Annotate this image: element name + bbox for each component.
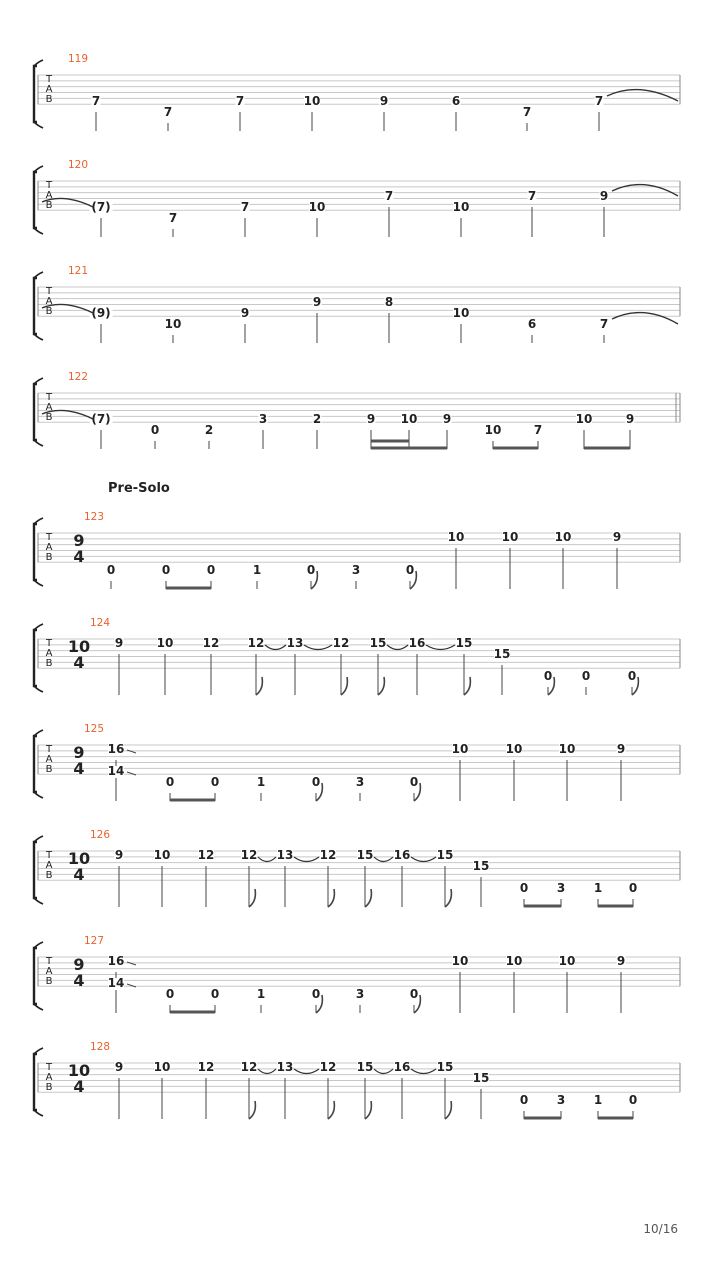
fret-number: 10 (400, 412, 418, 426)
measure-number: 119 (68, 53, 89, 65)
fret-number: 13 (286, 636, 304, 650)
fret-number: 16 (408, 636, 426, 650)
fret-number: 15 (436, 848, 454, 862)
fret-number: 0 (405, 563, 415, 577)
fret-number: 12 (202, 636, 220, 650)
system-bracket (34, 278, 37, 334)
tab-clef-letter: B (45, 552, 53, 563)
tab-clef-letter: T (45, 180, 53, 191)
fret-number: (7) (91, 200, 111, 214)
legato-arc (304, 645, 332, 650)
legato-arc (294, 1069, 319, 1074)
fret-number: 6 (527, 317, 537, 331)
fret-number: 0 (165, 987, 175, 1001)
fret-number: 3 (355, 775, 365, 789)
fret-number: 9 (612, 530, 622, 544)
tab-clef-letter: B (45, 976, 53, 987)
fret-number: 15 (455, 636, 473, 650)
fret-number: 9 (114, 636, 124, 650)
fret-number: 7 (240, 200, 250, 214)
tab-clef-letter: B (45, 412, 53, 423)
tab-clef-letter: B (45, 870, 53, 881)
fret-number: 10 (558, 954, 576, 968)
tab-clef-letter: A (45, 296, 53, 307)
tab-clef-letter: T (45, 532, 53, 543)
time-signature-bottom: 4 (73, 653, 85, 672)
tab-system-125 (34, 723, 680, 801)
eighth-flag (328, 1101, 334, 1119)
fret-number: 14 (107, 976, 125, 990)
fret-number: 0 (106, 563, 116, 577)
tab-system-122 (34, 371, 680, 449)
fret-number: 16 (393, 848, 411, 862)
fret-number: 15 (369, 636, 387, 650)
fret-number: 9 (114, 1060, 124, 1074)
measure-number: 127 (84, 935, 105, 947)
fret-number: 1 (593, 1093, 603, 1107)
fret-number: 7 (384, 189, 394, 203)
system-bracket (34, 948, 37, 1004)
fret-number: 3 (556, 881, 566, 895)
fret-number: 16 (393, 1060, 411, 1074)
fret-number: 10 (451, 954, 469, 968)
fret-number: 14 (107, 764, 125, 778)
fret-number: 0 (206, 563, 216, 577)
fret-number: 15 (436, 1060, 454, 1074)
fret-number: 9 (625, 412, 635, 426)
fret-number: 7 (91, 94, 101, 108)
fret-number: 7 (522, 105, 532, 119)
tab-clef-letter: B (45, 764, 53, 775)
fret-number: 7 (168, 211, 178, 225)
tab-clef-letter: A (45, 860, 53, 871)
fret-number: 15 (356, 1060, 374, 1074)
fret-number: 10 (558, 742, 576, 756)
tab-system-126 (34, 829, 680, 907)
tie-arc (612, 185, 678, 196)
fret-number: 10 (484, 423, 502, 437)
legato-arc (258, 857, 276, 862)
legato-arc (411, 1069, 436, 1074)
fret-number: 9 (616, 742, 626, 756)
fret-number: 2 (204, 423, 214, 437)
fret-number: 0 (628, 1093, 638, 1107)
legato-arc (258, 1069, 276, 1074)
tab-system-119 (34, 53, 680, 131)
tab-clef-letter: A (45, 1072, 53, 1083)
fret-number: 12 (197, 848, 215, 862)
fret-number: 3 (556, 1093, 566, 1107)
fret-number: 10 (554, 530, 572, 544)
fret-number: 10 (164, 317, 182, 331)
fret-number: 3 (258, 412, 268, 426)
fret-number: 0 (210, 987, 220, 1001)
fret-number: 10 (501, 530, 519, 544)
measure-number: 126 (90, 829, 111, 841)
fret-number: 7 (594, 94, 604, 108)
fret-number: 12 (247, 636, 265, 650)
tab-clef-letter: A (45, 84, 53, 95)
time-signature-top: 10 (67, 849, 91, 868)
fret-number: 12 (319, 848, 337, 862)
legato-arc (411, 857, 436, 862)
measure-number: 120 (68, 159, 89, 171)
fret-number: 15 (472, 859, 490, 873)
fret-number: 10 (153, 848, 171, 862)
fret-number: 0 (165, 775, 175, 789)
page-number: 10/16 (643, 1222, 678, 1236)
fret-number: 9 (312, 295, 322, 309)
tab-clef-letter: B (45, 306, 53, 317)
fret-number: 6 (451, 94, 461, 108)
tab-clef-letter: T (45, 1062, 53, 1073)
fret-number: 0 (627, 669, 637, 683)
tab-clef-letter: A (45, 402, 53, 413)
fret-number: 0 (311, 775, 321, 789)
fret-number: 12 (240, 1060, 258, 1074)
tab-clef-letter: T (45, 392, 53, 403)
fret-number: 16 (107, 954, 125, 968)
legato-arc (387, 645, 408, 650)
tie-arc (612, 313, 678, 324)
fret-number: 0 (150, 423, 160, 437)
tab-clef-letter: B (45, 1082, 53, 1093)
tab-clef-letter: A (45, 966, 53, 977)
fret-number: 12 (197, 1060, 215, 1074)
fret-number: 13 (276, 1060, 294, 1074)
time-signature-bottom: 4 (73, 1077, 85, 1096)
fret-number: 2 (312, 412, 322, 426)
time-signature-top: 10 (67, 1061, 91, 1080)
tab-clef-letter: T (45, 956, 53, 967)
eighth-flag (249, 1101, 255, 1119)
tab-clef-letter: A (45, 648, 53, 659)
measure-number: 124 (90, 617, 111, 629)
tab-clef-letter: A (45, 542, 53, 553)
fret-number: (9) (91, 306, 111, 320)
eighth-flag (445, 889, 451, 907)
fret-number: 10 (451, 742, 469, 756)
system-bracket (34, 630, 37, 686)
time-signature-top: 9 (73, 531, 85, 550)
fret-number: 10 (452, 306, 470, 320)
tab-clef-letter: B (45, 200, 53, 211)
system-bracket (34, 1054, 37, 1110)
fret-number: 0 (311, 987, 321, 1001)
legato-arc (294, 857, 319, 862)
tab-system-124 (34, 617, 680, 695)
fret-number: 3 (355, 987, 365, 1001)
fret-number: 8 (384, 295, 394, 309)
system-bracket (34, 524, 37, 580)
time-signature-bottom: 4 (73, 971, 85, 990)
fret-number: 10 (505, 742, 523, 756)
fret-number: 1 (252, 563, 262, 577)
time-signature-bottom: 4 (73, 759, 85, 778)
fret-number: 7 (527, 189, 537, 203)
system-bracket (34, 736, 37, 792)
fret-number: 1 (593, 881, 603, 895)
tab-system-123 (34, 511, 680, 589)
fret-number: 7 (533, 423, 543, 437)
eighth-flag (445, 1101, 451, 1119)
fret-number: 0 (409, 775, 419, 789)
tab-clef-letter: T (45, 638, 53, 649)
fret-number: 1 (256, 775, 266, 789)
fret-number: 10 (452, 200, 470, 214)
measure-number: 123 (84, 511, 105, 523)
fret-number: 9 (442, 412, 452, 426)
legato-arc (265, 645, 286, 650)
system-bracket (34, 172, 37, 228)
tab-clef-letter: T (45, 850, 53, 861)
system-bracket (34, 842, 37, 898)
section-label: Pre-Solo (108, 481, 170, 496)
fret-number: 13 (276, 848, 294, 862)
measure-number: 122 (68, 371, 89, 383)
fret-number: 0 (519, 1093, 529, 1107)
tab-system-120 (34, 159, 680, 237)
tab-clef-letter: B (45, 94, 53, 105)
legato-arc (374, 1069, 393, 1074)
fret-number: 7 (163, 105, 173, 119)
fret-number: 0 (628, 881, 638, 895)
measure-number: 128 (90, 1041, 111, 1053)
fret-number: 0 (210, 775, 220, 789)
eighth-flag (328, 889, 334, 907)
eighth-flag (365, 1101, 371, 1119)
fret-number: 0 (543, 669, 553, 683)
fret-number: 3 (351, 563, 361, 577)
legato-arc (374, 857, 393, 862)
fret-number: 9 (379, 94, 389, 108)
fret-number: 7 (599, 317, 609, 331)
measure-number: 125 (84, 723, 105, 735)
fret-number: 9 (114, 848, 124, 862)
fret-number: 9 (366, 412, 376, 426)
fret-number: 9 (240, 306, 250, 320)
eighth-flag (365, 889, 371, 907)
fret-number: 9 (616, 954, 626, 968)
fret-number: 7 (235, 94, 245, 108)
tie-arc (607, 90, 678, 101)
fret-number: 0 (581, 669, 591, 683)
fret-number: 10 (447, 530, 465, 544)
fret-number: 10 (505, 954, 523, 968)
time-signature-bottom: 4 (73, 865, 85, 884)
measure-number: 121 (68, 265, 89, 277)
fret-number: 15 (356, 848, 374, 862)
fret-number: 16 (107, 742, 125, 756)
fret-number: 1 (256, 987, 266, 1001)
fret-number: 0 (519, 881, 529, 895)
eighth-flag (256, 677, 262, 695)
legato-arc (426, 645, 455, 650)
fret-number: 15 (472, 1071, 490, 1085)
eighth-flag (378, 677, 384, 695)
fret-number: 12 (319, 1060, 337, 1074)
fret-number: 15 (493, 647, 511, 661)
time-signature-top: 9 (73, 743, 85, 762)
fret-number: 10 (153, 1060, 171, 1074)
system-bracket (34, 384, 37, 440)
tab-clef-letter: T (45, 74, 53, 85)
fret-number: 12 (332, 636, 350, 650)
eighth-flag (341, 677, 347, 695)
fret-number: 12 (240, 848, 258, 862)
eighth-flag (464, 677, 470, 695)
time-signature-top: 9 (73, 955, 85, 974)
tab-clef-letter: T (45, 286, 53, 297)
time-signature-bottom: 4 (73, 547, 85, 566)
fret-number: (7) (91, 412, 111, 426)
fret-number: 0 (306, 563, 316, 577)
tab-system-121 (34, 265, 680, 343)
time-signature-top: 10 (67, 637, 91, 656)
tab-clef-letter: A (45, 754, 53, 765)
tab-clef-letter: B (45, 658, 53, 669)
fret-number: 0 (409, 987, 419, 1001)
tab-system-128 (34, 1041, 680, 1119)
fret-number: 10 (303, 94, 321, 108)
eighth-flag (249, 889, 255, 907)
fret-number: 10 (308, 200, 326, 214)
fret-number: 9 (599, 189, 609, 203)
fret-number: 0 (161, 563, 171, 577)
system-bracket (34, 66, 37, 122)
fret-number: 10 (156, 636, 174, 650)
tab-clef-letter: T (45, 744, 53, 755)
fret-number: 10 (575, 412, 593, 426)
tab-clef-letter: A (45, 190, 53, 201)
tab-system-127 (34, 935, 680, 1013)
